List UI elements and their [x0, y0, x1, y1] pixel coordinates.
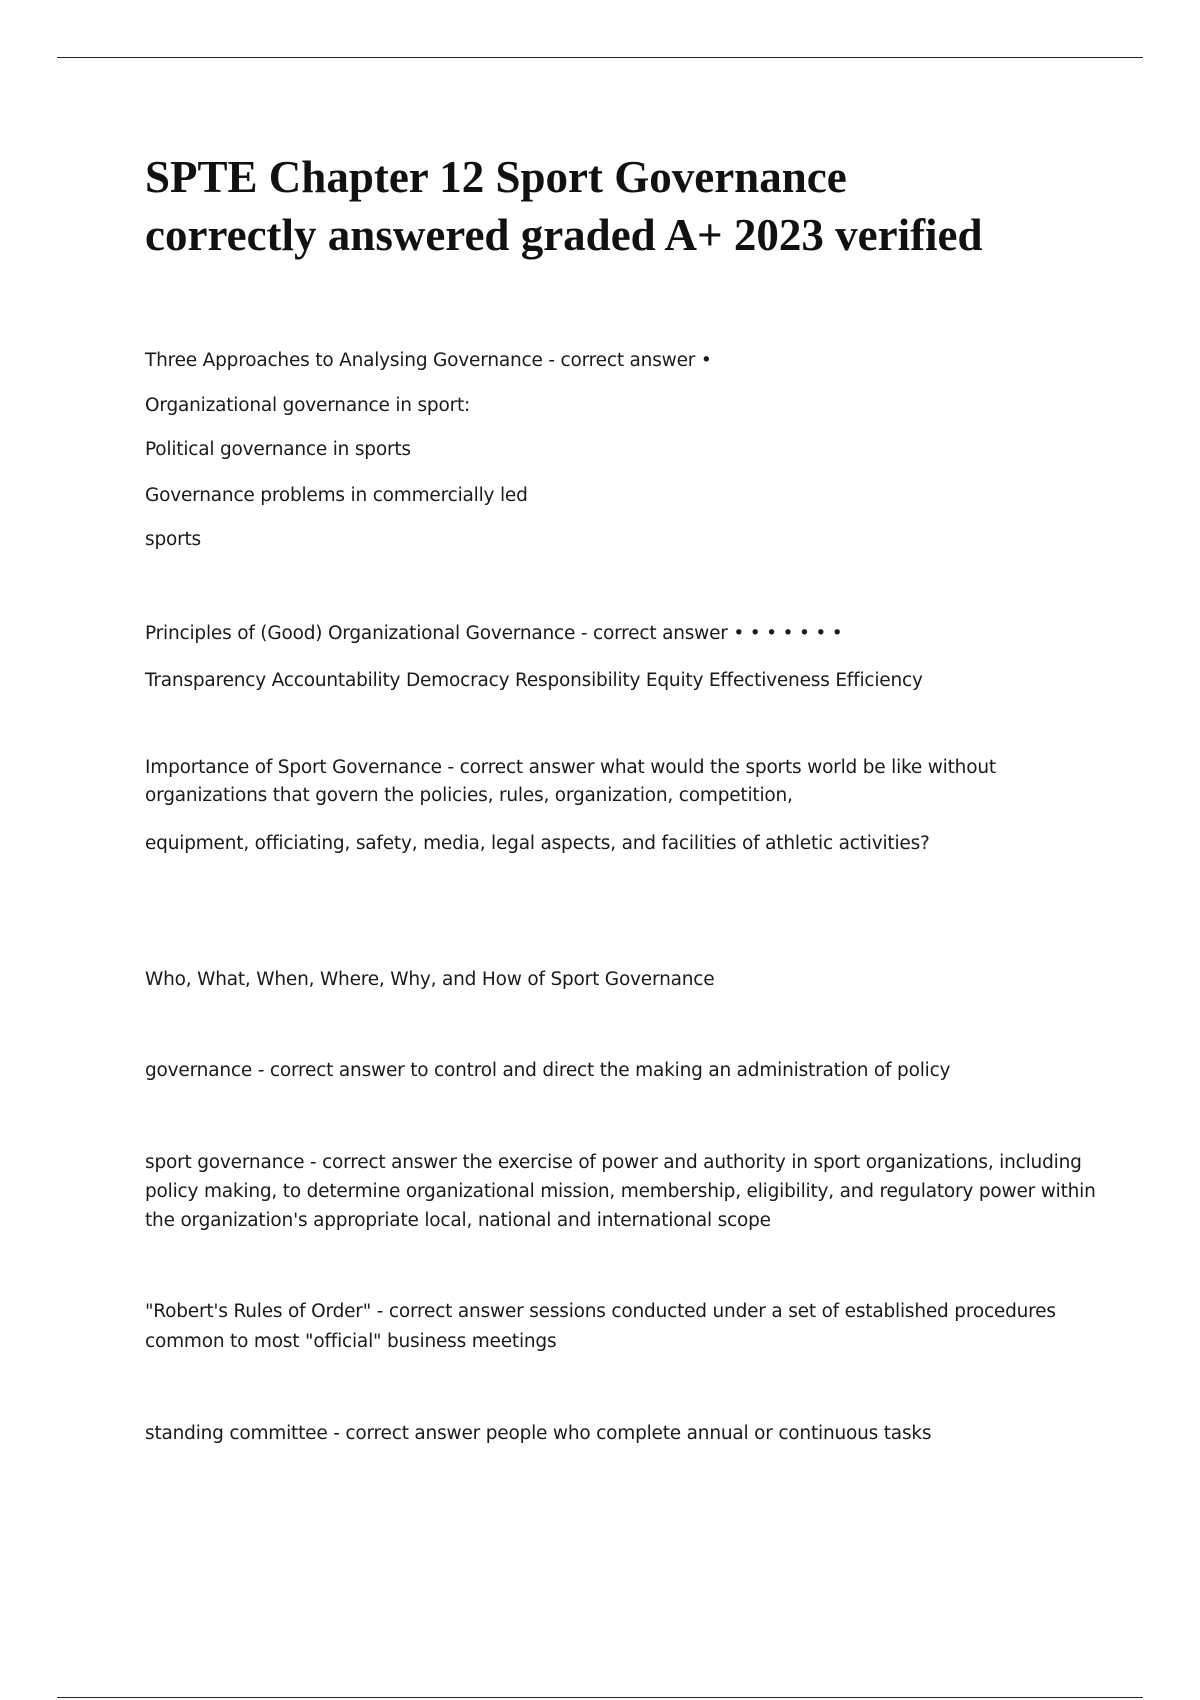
entry-line: sports	[145, 529, 201, 550]
top-rule	[57, 57, 1143, 58]
entry-principles	[145, 618, 1095, 697]
entry-line: sport governance - correct answer the exercise of power and authority in sport organizations, including	[145, 1152, 1082, 1173]
entry-line: Principles of (Good) Organizational Governance - correct answer • • • • • • •	[145, 623, 843, 644]
entry-line: "Robert's Rules of Order" - correct answer sessions conducted under a set of established procedures	[145, 1301, 1056, 1322]
entry-governance	[145, 1055, 1095, 1087]
entry-sport-governance	[145, 1148, 1095, 1235]
entry-line: organizations that govern the policies, rules, organization, competition,	[145, 785, 793, 806]
entry-line: Who, What, When, Where, Why, and How of Sport Governance	[145, 969, 715, 990]
entry-who-what-when	[145, 964, 1095, 996]
page-title	[145, 148, 1105, 264]
entry-line: Importance of Sport Governance - correct answer what would the sports world be like without	[145, 757, 996, 778]
entry-standing-committee	[145, 1418, 1095, 1450]
entry-line: standing committee - correct answer people who complete annual or continuous tasks	[145, 1423, 932, 1444]
title-line-1: SPTE Chapter 12 Sport Governance	[145, 152, 847, 202]
entry-line: equipment, officiating, safety, media, legal aspects, and facilities of athletic activities?	[145, 833, 930, 854]
entry-roberts-rules	[145, 1297, 1095, 1357]
entry-three-approaches	[145, 345, 1095, 556]
title-line-2: correctly answered graded A+ 2023 verified	[145, 210, 983, 260]
entry-line: Governance problems in commercially led	[145, 485, 528, 506]
entry-line: Organizational governance in sport:	[145, 395, 471, 416]
entry-line: common to most "official" business meetings	[145, 1331, 557, 1352]
entry-line: Political governance in sports	[145, 439, 411, 460]
entry-line: Three Approaches to Analysing Governance - correct answer •	[145, 350, 712, 371]
entry-line: policy making, to determine organizational mission, membership, eligibility, and regulatory power within	[145, 1181, 1096, 1202]
entry-line: Transparency Accountability Democracy Responsibility Equity Effectiveness Efficiency	[145, 670, 923, 691]
entry-line: the organization's appropriate local, national and international scope	[145, 1210, 771, 1231]
entry-importance	[145, 754, 1095, 860]
bottom-rule	[57, 1697, 1143, 1698]
entry-line: governance - correct answer to control and direct the making an administration of policy	[145, 1060, 951, 1081]
